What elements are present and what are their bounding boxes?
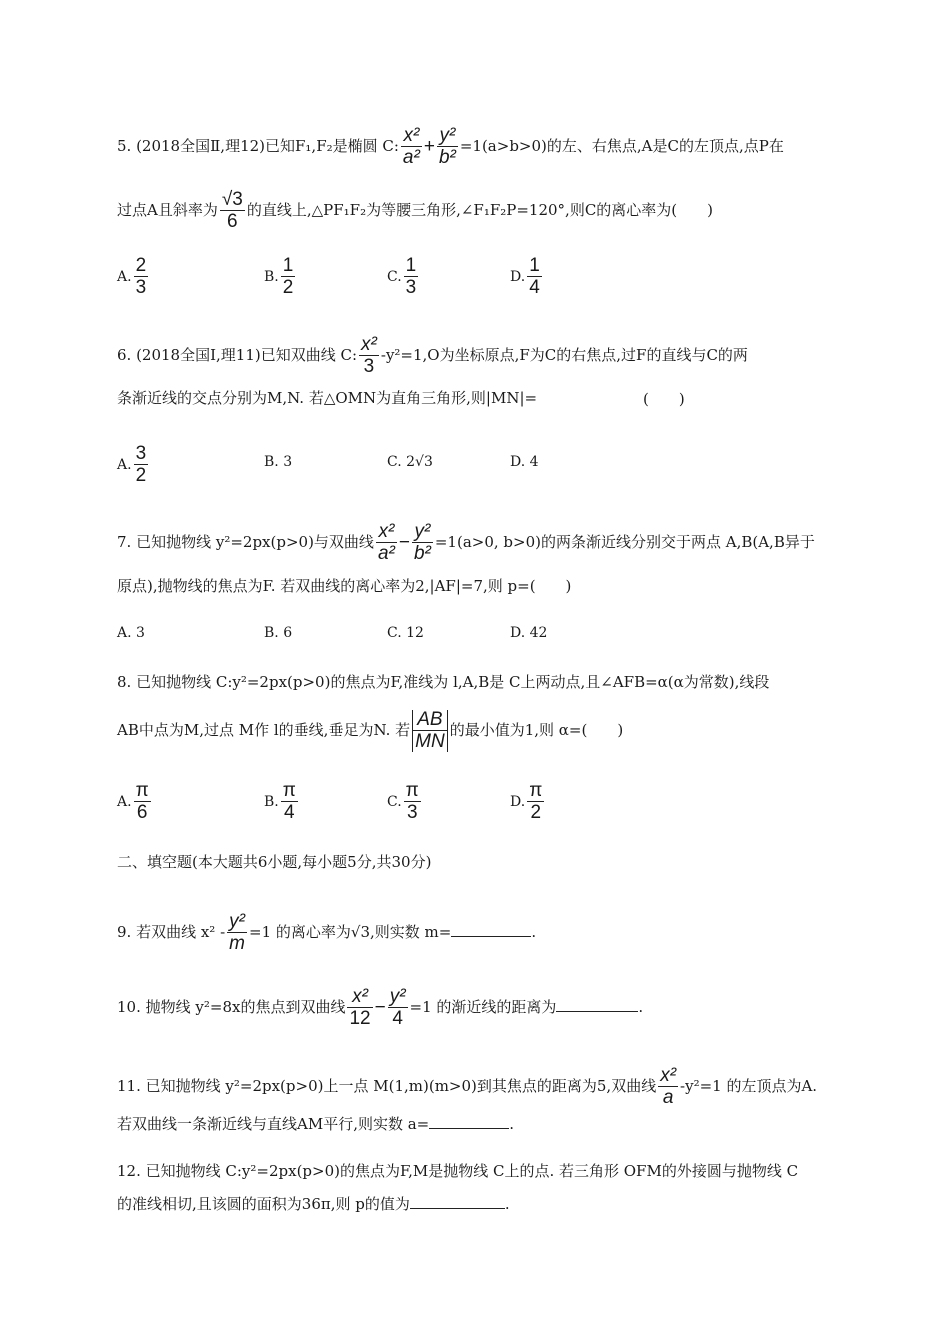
q5-plus: + bbox=[423, 136, 435, 157]
q11-text-b: -y²=1 的左顶点为A. bbox=[680, 1077, 818, 1095]
q10-line: 10. 抛物线 y²=8x的焦点到双曲线 $\frac{\text{x²}}{12}$ − $\frac{\text{y²}}{4}$ =1 的渐近线的距离为 . bbox=[117, 986, 644, 1029]
q7-option-c: C. 12 bbox=[387, 625, 424, 641]
q12-line1 bbox=[117, 1161, 798, 1181]
q6-option-d: D. 4 bbox=[510, 454, 539, 470]
q8-option-d: D. $\frac{\pi}{2}$ bbox=[510, 780, 543, 823]
q8-option-b: B. $\frac{\pi}{4}$ bbox=[264, 780, 296, 823]
q12-answer-blank[interactable] bbox=[410, 1208, 505, 1209]
q9-line: 9. 若双曲线 x² - $\frac{\text{y²}}{m}$ =1 的离心率为√3,则实数 m= . bbox=[117, 911, 537, 954]
q11-line1 bbox=[117, 1066, 817, 1108]
q11-fraction: $\frac{\text{x²}}{a}$ bbox=[660, 1065, 677, 1108]
q10-fraction-x2-12: $\frac{\text{x²}}{12}$ bbox=[349, 986, 371, 1029]
q8-line1 bbox=[117, 672, 769, 692]
q6-text-b: -y²=1,O为坐标原点,F为C的右焦点,过F的直线与C的两 bbox=[380, 346, 748, 364]
q6-answer-paren: ( ) bbox=[643, 390, 685, 408]
q8-fraction-ab-mn: $\frac{AB}{MN}$ bbox=[412, 710, 448, 752]
q8-option-a: A. $\frac{\pi}{6}$ bbox=[117, 780, 149, 823]
q5-line2 bbox=[117, 190, 713, 232]
q5-text-c: 过点A且斜率为 bbox=[117, 201, 218, 219]
q7-line2 bbox=[117, 576, 571, 596]
q6-text-c: 条渐近线的交点分别为M,N. 若△OMN为直角三角形,则|MN|= bbox=[117, 389, 538, 407]
q7-minus: − bbox=[398, 532, 410, 553]
q6-line1 bbox=[117, 335, 748, 377]
q7-fraction-x2-a2: $\frac{\text{x²}}{\text{a²}}$ bbox=[377, 521, 395, 564]
q11-line2: 若双曲线一条渐近线与直线AM平行,则实数 a= . bbox=[117, 1115, 515, 1133]
q7-text-c: 原点),抛物线的焦点为F. 若双曲线的离心率为2,|AF|=7,则 p=( ) bbox=[117, 577, 572, 595]
q11-text-a: 11. 已知抛物线 y²=2px(p>0)上一点 M(1,m)(m>0)到其焦点的距离为5,双曲线 bbox=[117, 1077, 657, 1095]
q5-line1 bbox=[117, 126, 784, 168]
q12-text-b: 的准线相切,且该圆的面积为36π,则 p的值为 bbox=[117, 1195, 410, 1213]
q7-option-a: A. 3 bbox=[117, 625, 145, 641]
q7-line1 bbox=[117, 522, 815, 564]
q6-option-b: B. 3 bbox=[264, 454, 293, 470]
q5-text-a: 5. (2018全国Ⅱ,理12)已知F₁,F₂是椭圆 C: bbox=[117, 137, 399, 155]
q10-answer-blank[interactable] bbox=[556, 1011, 638, 1012]
q5-option-c: C. $\frac{1}{3}$ bbox=[387, 255, 417, 298]
q5-text-d: 的直线上,△PF₁F₂为等腰三角形,∠F₁F₂P=120°,则C的离心率为( ) bbox=[246, 201, 714, 219]
q5-option-b: B. $\frac{1}{2}$ bbox=[264, 255, 294, 298]
q7-option-d: D. 42 bbox=[510, 625, 548, 641]
q8-text-a: 8. 已知抛物线 C:y²=2px(p>0)的焦点为F,准线为 l,A,B是 C上两动点,且∠AFB=α(α为常数),线段 bbox=[117, 673, 770, 691]
q10-fraction-y2-4: $\frac{\text{y²}}{4}$ bbox=[389, 986, 406, 1029]
q9-text-a: 9. 若双曲线 x² - bbox=[117, 923, 226, 941]
q5-fraction-y2-b2: $\frac{\text{y²}}{\text{b²}}$ bbox=[438, 125, 456, 168]
q6-text-a: 6. (2018全国Ⅰ,理11)已知双曲线 C: bbox=[117, 346, 358, 364]
q6-option-a: A. $\frac{3}{2}$ bbox=[117, 443, 147, 486]
q12-line2: 的准线相切,且该圆的面积为36π,则 p的值为 . bbox=[117, 1195, 510, 1213]
section-2-heading: 二、填空题(本大题共6小题,每小题5分,共30分) bbox=[117, 853, 432, 871]
q9-fraction: $\frac{\text{y²}}{m}$ bbox=[229, 911, 245, 954]
q5-text-b: =1(a>b>0)的左、右焦点,A是C的左顶点,点P在 bbox=[459, 137, 784, 155]
q7-fraction-y2-b2: $\frac{\text{y²}}{\text{b²}}$ bbox=[413, 521, 431, 564]
q10-minus: − bbox=[374, 997, 386, 1018]
q5-fraction-x2-a2: $\frac{\text{x²}}{\text{a²}}$ bbox=[402, 125, 420, 168]
q9-answer-blank[interactable] bbox=[451, 936, 531, 937]
q10-text-a: 10. 抛物线 y²=8x的焦点到双曲线 bbox=[117, 998, 346, 1016]
q8-text-b: AB中点为M,过点 M作 l的垂线,垂足为N. 若 bbox=[117, 721, 411, 739]
q12-text-a: 12. 已知抛物线 C:y²=2px(p>0)的焦点为F,M是抛物线 C上的点. 若三角形 OFM的外接圆与抛物线 C bbox=[117, 1162, 799, 1180]
q11-text-c: 若双曲线一条渐近线与直线AM平行,则实数 a= bbox=[117, 1115, 430, 1133]
q9-text-b: =1 的离心率为√3,则实数 m= bbox=[249, 923, 452, 941]
q7-option-b: B. 6 bbox=[264, 625, 293, 641]
q5-option-d: D. $\frac{1}{4}$ bbox=[510, 255, 540, 298]
q8-line2 bbox=[117, 710, 623, 752]
q6-fraction: $\frac{\text{x²}}{3}$ bbox=[361, 334, 377, 377]
q7-text-b: =1(a>0, b>0)的两条渐近线分别交于两点 A,B(A,B异于 bbox=[434, 533, 815, 551]
q7-text-a: 7. 已知抛物线 y²=2px(p>0)与双曲线 bbox=[117, 533, 374, 551]
q6-line2 bbox=[117, 388, 537, 408]
q10-text-b: =1 的渐近线的距离为 bbox=[409, 998, 557, 1016]
q5-slope-fraction: $\frac{√3}{6}$ bbox=[221, 189, 243, 232]
q6-option-c: C. 2√3 bbox=[387, 454, 433, 470]
q5-option-a: A. $\frac{2}{3}$ bbox=[117, 255, 147, 298]
q8-option-c: C. $\frac{\pi}{3}$ bbox=[387, 780, 419, 823]
q11-answer-blank[interactable] bbox=[429, 1128, 509, 1129]
q8-text-c: 的最小值为1,则 α=( ) bbox=[449, 721, 624, 739]
